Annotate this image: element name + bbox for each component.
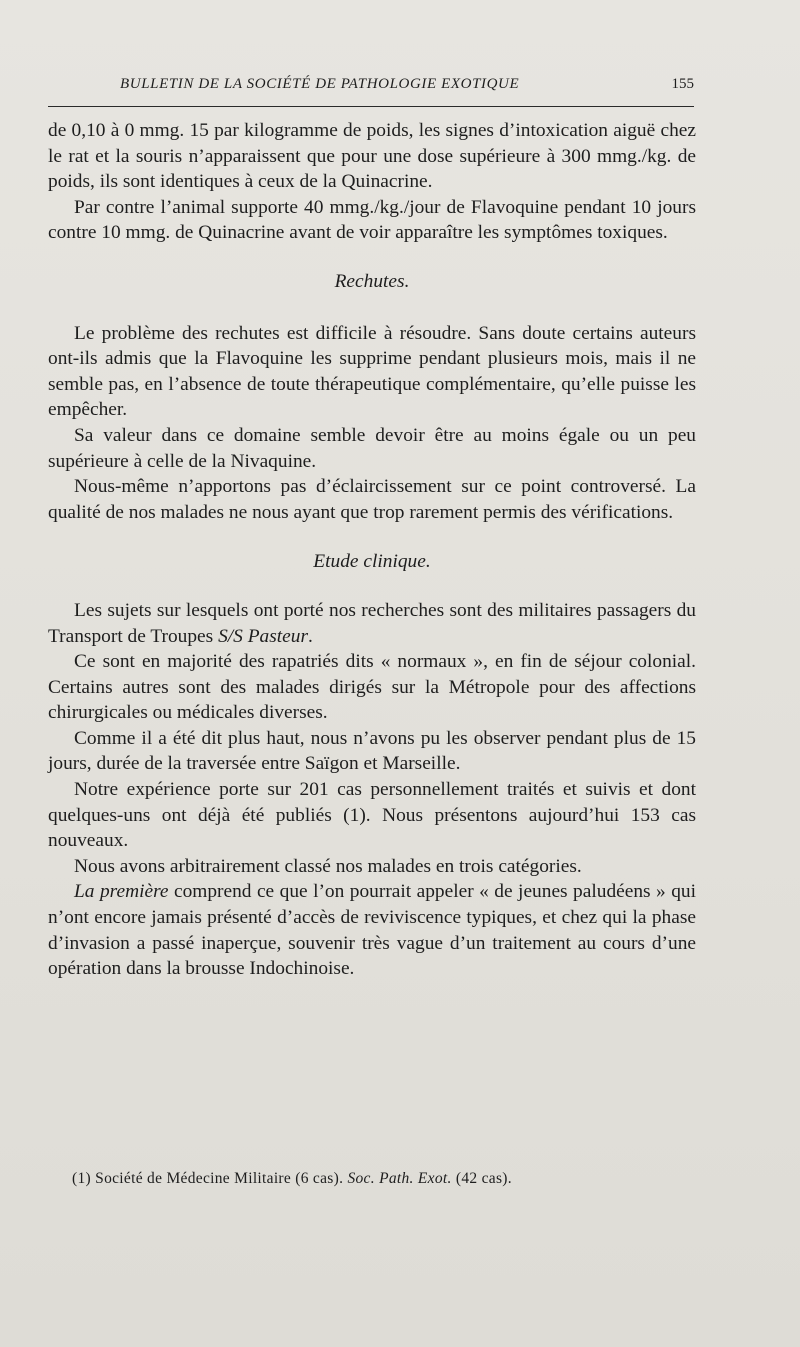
- paragraph-repatriated: Ce sont en majorité des rapatriés dits « normaux », en fin de séjour colonial. Certains autres sont des malades dirigés sur la Métropole pour des affections chirurgicales ou médicales diverses.: [48, 651, 696, 724]
- paragraph-subjects-end: .: [308, 625, 313, 647]
- paragraph-first-category: [48, 879, 696, 981]
- paragraph-relapse-problem: Le problème des rechutes est difficile à résoudre. Sans doute certains auteurs ont-ils admis que la Flavoquine les supprime pendant plusieurs mois, mais il ne semble pas, en l’absence de toute thérapeutique complémentaire, qu’elle puisse les empêcher.: [48, 322, 696, 421]
- first-category-text: comprend ce que l’on pourrait appeler « de jeunes paludéens » qui n’ont encore jamais présenté d’accès de reviviscence typiques, et chez qui la phase d’invasion a passé inaperçue, souvenir très vague d’un traitement au cours d’une opération dans la brousse Indochinoise.: [48, 881, 696, 980]
- paragraph-subjects-text: Les sujets sur lesquels ont porté nos recherches sont des militaires passagers du Transport de Troupes: [48, 599, 696, 647]
- paragraph-categories: Nous avons arbitrairement classé nos malades en trois catégories.: [74, 855, 582, 877]
- running-header: [48, 76, 694, 100]
- spacer: [48, 246, 696, 269]
- paragraph-relapse-value: Sa valeur dans ce domaine semble devoir être au moins égale ou un peu supérieure à celle de la Nivaquine.: [48, 424, 696, 472]
- running-title: BULLETIN DE LA SOCIÉTÉ DE PATHOLOGIE EXOTIQUE: [120, 76, 520, 92]
- section-heading-rechutes: Rechutes.: [334, 270, 410, 292]
- footnote-marker: (1): [72, 1170, 96, 1187]
- ship-name: S/S Pasteur: [218, 625, 309, 647]
- body-text: [48, 118, 696, 982]
- paragraph-observation-period: Comme il a été dit plus haut, nous n’avons pu les observer pendant plus de 15 jours, durée de la traversée entre Saïgon et Marseille.: [48, 727, 696, 775]
- paragraph-toxicity: de 0,10 à 0 mmg. 15 par kilogramme de poids, les signes d’intoxication aiguë chez le rat et la souris n’apparaissent que pour une dose supérieure à 300 mmg./kg. de poids, ils sont identiques à ceux de la Quinacrine.: [48, 120, 696, 193]
- paragraph-subjects: [48, 598, 696, 649]
- paragraph-relapse-controversy: Nous-même n’apportons pas d’éclaircissement sur ce point controversé. La qualité de nos malades ne nous ayant que trop rarement permis des vérifications.: [48, 476, 696, 523]
- footnote-text-end: (42 cas).: [451, 1170, 512, 1187]
- spacer: [48, 525, 696, 549]
- first-category-lead: La première: [74, 881, 169, 903]
- spacer: [48, 575, 696, 598]
- footnote-text: Société de Médecine Militaire (6 cas).: [95, 1170, 348, 1187]
- header-rule: [48, 106, 694, 107]
- footnote: [72, 1170, 692, 1188]
- page-number: 155: [671, 76, 694, 92]
- paragraph-tolerance: Par contre l’animal supporte 40 mmg./kg./jour de Flavoquine pendant 10 jours contre 10 mmg. de Quinacrine avant de voir apparaître les symptômes toxiques.: [48, 196, 696, 244]
- footnote-journal: Soc. Path. Exot.: [347, 1170, 452, 1187]
- spacer: [48, 295, 696, 321]
- section-heading-etude-clinique: Etude clinique.: [313, 551, 431, 573]
- paragraph-case-count: Notre expérience porte sur 201 cas personnellement traités et suivis et dont quelques-uns ont déjà été publiés (1). Nous présentons aujourd’hui 153 cas nouveaux.: [48, 779, 696, 852]
